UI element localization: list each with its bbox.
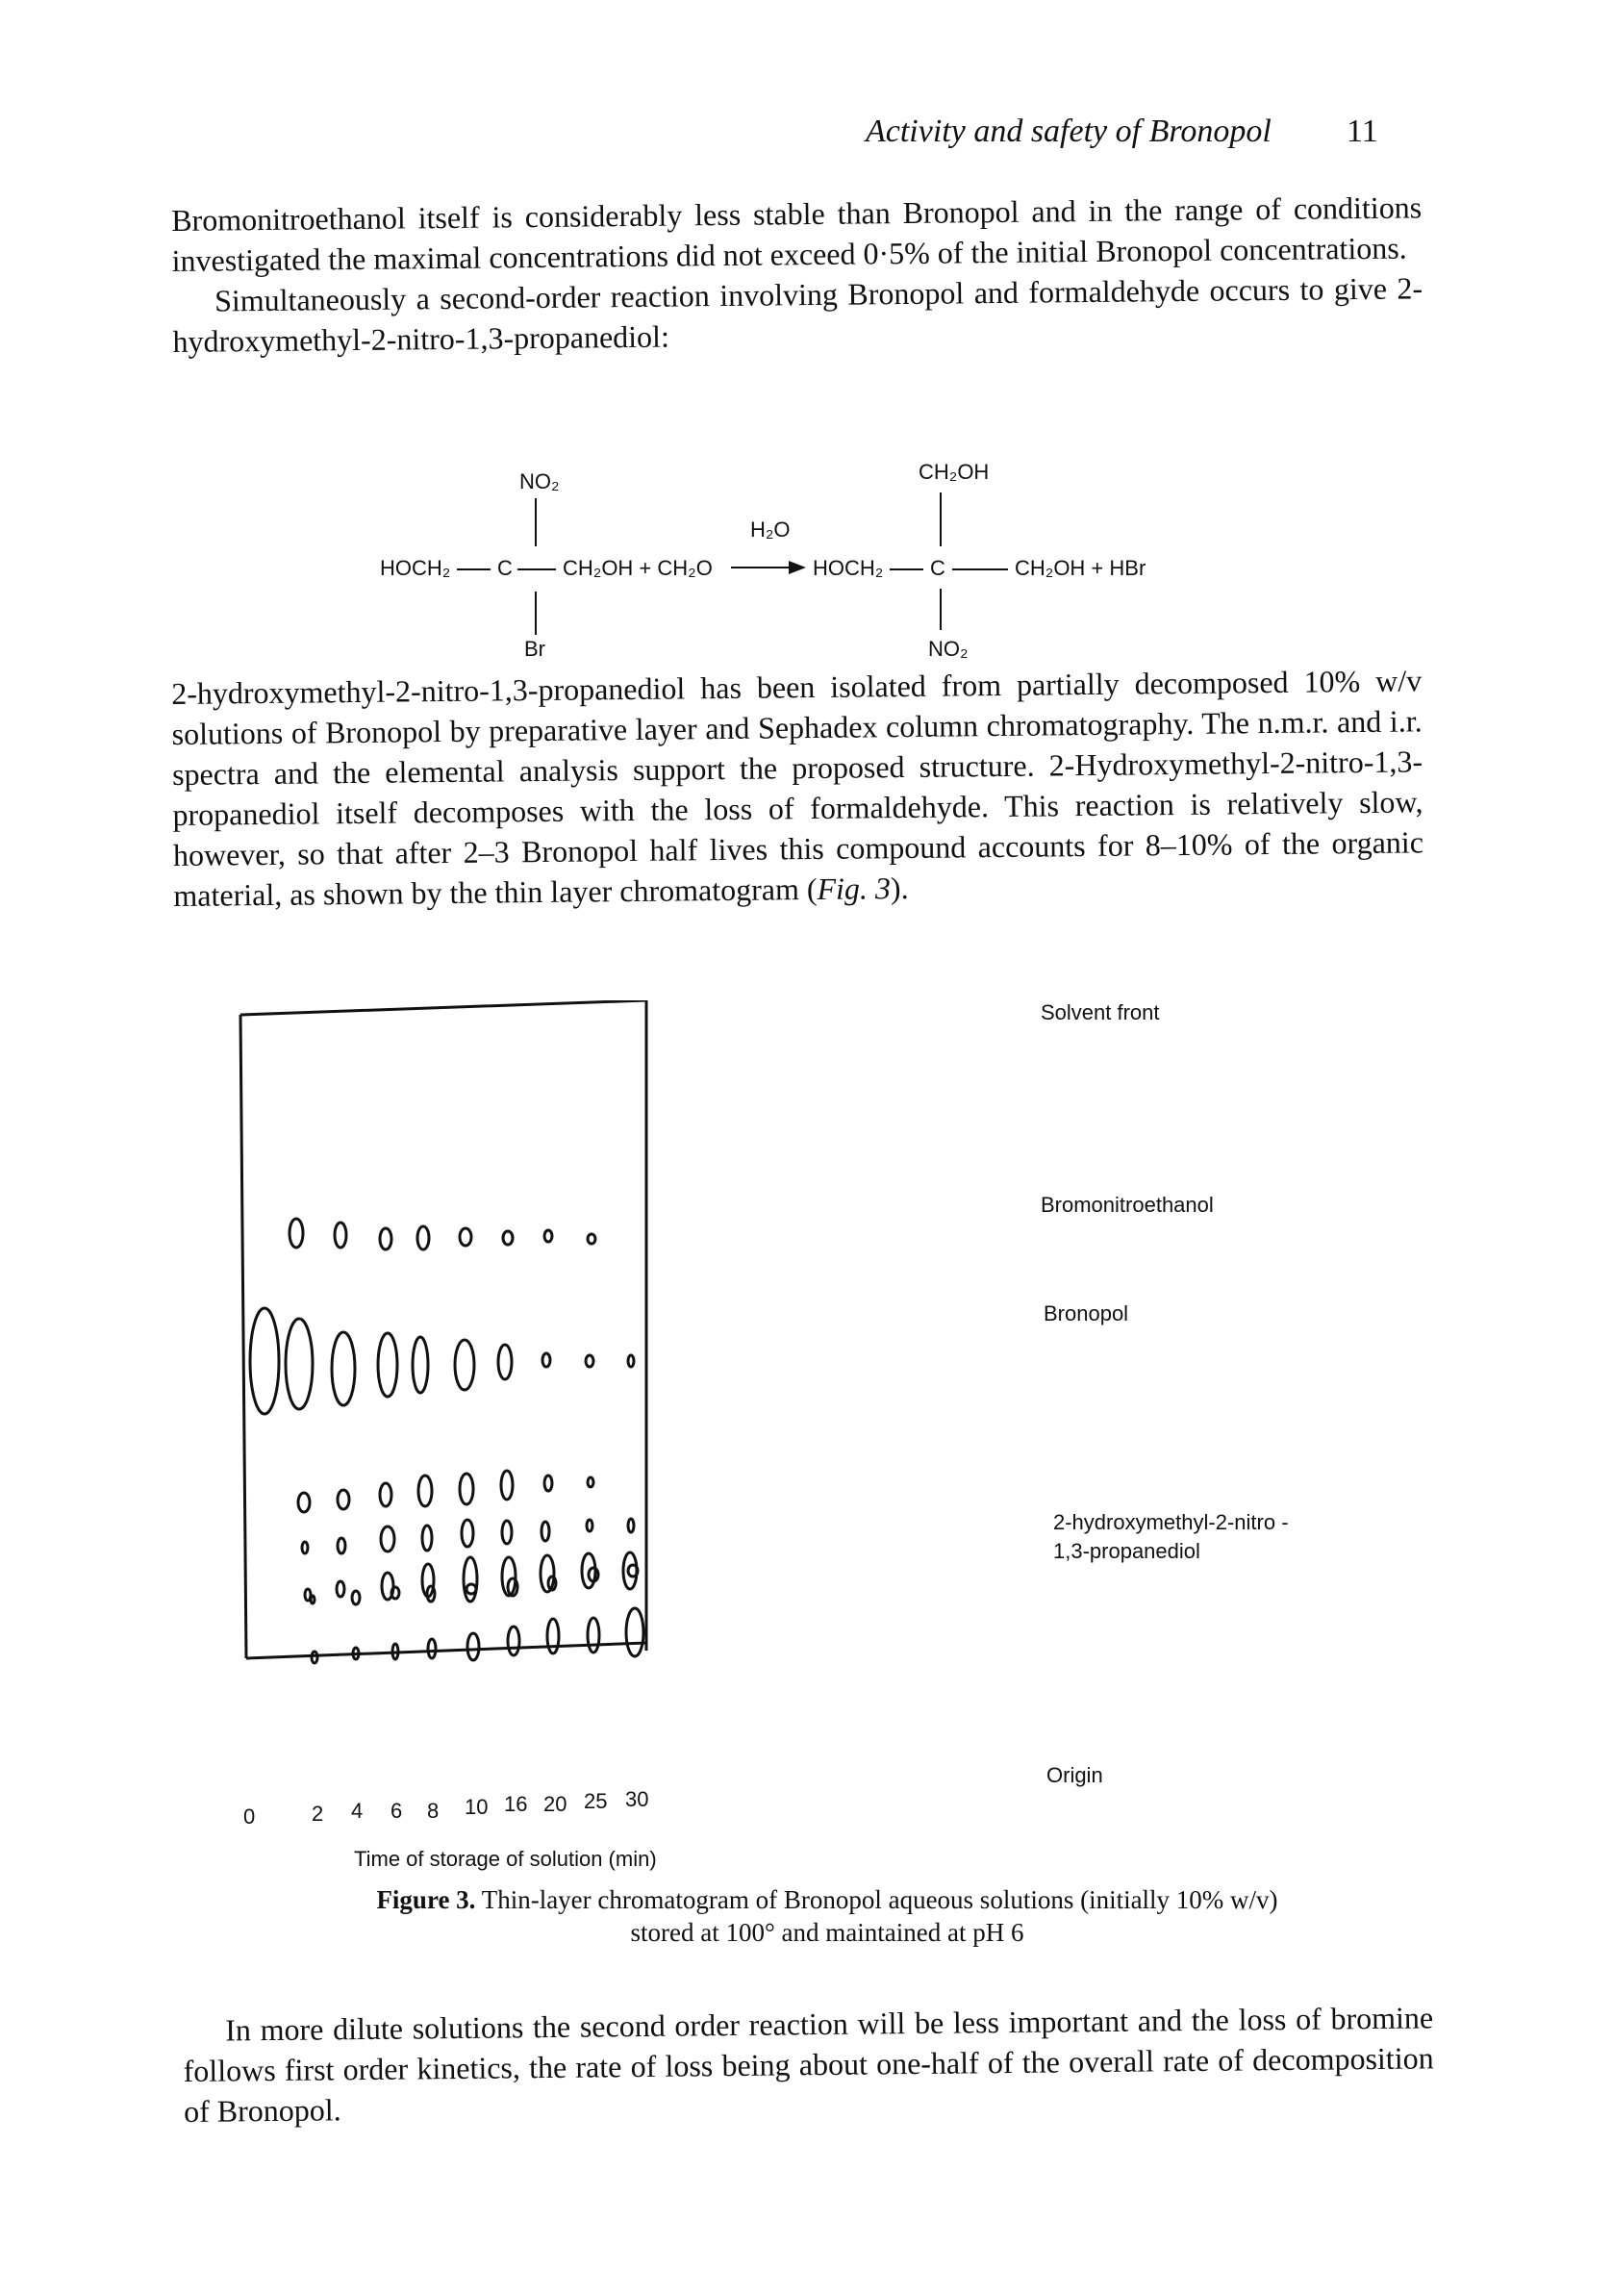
reactant-hoch2: HOCH₂ [380,556,451,580]
product-hoch2: HOCH₂ [813,556,884,580]
figure-caption-line2: stored at 100° and maintained at pH 6 [630,1918,1024,1947]
x-tick-16: 16 [504,1792,528,1816]
tlc-spots [250,1219,637,1602]
x-tick-25: 25 [584,1789,608,1813]
tlc-chromatogram [231,1000,1193,1847]
reactant-no2: NO₂ [519,469,560,493]
x-axis-label: Time of storage of solution (min) [354,1847,657,1871]
x-tick-4: 4 [351,1799,364,1823]
x-tick-2: 2 [312,1802,324,1826]
label-solvent-front: Solvent front [1041,1000,1160,1024]
product-ch2oh-top: CH₂OH [919,460,990,484]
label-hmnp-line1: 2-hydroxymethyl-2-nitro - [1053,1510,1289,1534]
figure-caption [289,1883,1366,1949]
reaction-arrow-icon [789,561,806,574]
paragraph-4-text: In more dilute solutions the second order reaction will be less important and the loss of bromine follows first order kinetics, the rate of loss being about one-half of the overall rate of decomposition of Bronopol. [183,2000,1434,2129]
page-number: 11 [1347,114,1378,149]
figure-caption-text: Thin-layer chromatogram of Bronopol aqueous solutions (initially 10% w/v) [481,1885,1278,1914]
reactant-carbon: C [497,556,513,580]
label-bromonitroethanol: Bromonitroethanol [1041,1193,1214,1217]
figure-caption-label: Figure 3. [376,1885,476,1914]
paragraph-1-text: Bromonitroethanol itself is considerably less stable than Bronopol and in the range of conditions investigated the maximal concentrations did not exceed 0·5% of the initial Bronopol concentrations. [171,189,1423,278]
reactant-ch2oh: CH₂OH + CH₂O [563,556,713,580]
x-tick-8: 8 [427,1799,440,1823]
label-hmnp-line2: 1,3-propanediol [1053,1539,1200,1563]
reactant-br: Br [524,637,545,661]
x-tick-6: 6 [390,1799,403,1823]
paragraph-1 [171,187,1423,362]
h2o-label: H₂O [750,517,791,542]
plate-top-right-edge [240,1000,646,1651]
paragraph-3-end: ). [890,870,909,906]
figure-reference-link[interactable]: Fig. 3 [817,870,892,906]
label-bronopol: Bronopol [1044,1301,1129,1325]
x-tick-30: 30 [625,1787,649,1811]
product-no2: NO₂ [928,637,969,661]
label-origin: Origin [1046,1763,1103,1787]
plate-left-edge [240,1015,246,1658]
running-header: Activity and safety of Bronopol [866,114,1272,149]
paragraph-2-text: Simultaneously a second-order reaction involving Bronopol and formaldehyde occurs to give 2-hydroxymethyl-2-nitro-1,3-propanediol: [172,270,1423,359]
product-ch2oh-hbr: CH₂OH + HBr [1015,556,1146,580]
paragraph-3-text: 2-hydroxymethyl-2-nitro-1,3-propanediol has been isolated from partially decomposed 10% w/v solutions of Bronopol by preparative layer and Sephadex column chromatography. The n.m.r. and i.r. spectra and the elemental analysis support the proposed structure. 2-Hydroxymethyl-2-nitro-1,3-propanediol itself decomposes with the loss of formaldehyde. This reaction is relatively slow, however, so that after 2–3 Bronopol half lives this compound accounts for 8–10% of the organic material, as shown by the thin layer chromatogram ( [171,663,1424,913]
product-carbon: C [930,556,945,580]
x-tick-10: 10 [465,1795,489,1819]
reaction-scheme [365,452,1250,664]
x-tick-0: 0 [243,1804,256,1829]
x-tick-20: 20 [543,1792,567,1816]
paragraph-3 [171,660,1424,916]
paragraph-4 [183,1997,1434,2132]
origin-line [246,1643,646,1658]
